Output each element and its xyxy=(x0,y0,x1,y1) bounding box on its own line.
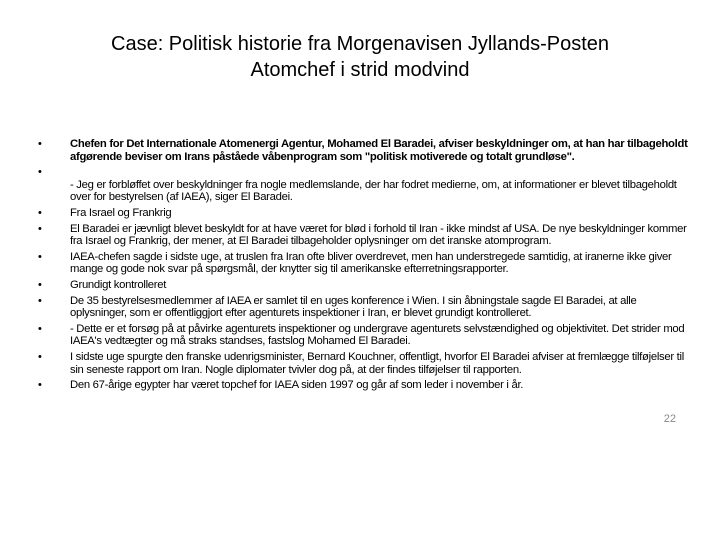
list-item-text: El Baradei er jævnligt blevet beskyldt for at have været for blød i forhold til Iran - ikke mindst af USA. De nye beskyldninger kommer fra Israel og Frankrig, der mener, at El Baradei tilbageholder oplysninger om det iranske atomprogram. xyxy=(70,222,687,248)
bullet-icon: • xyxy=(38,322,42,335)
list-item xyxy=(38,279,690,292)
page-number: 22 xyxy=(663,412,676,425)
slide-footer xyxy=(0,395,720,437)
bullet-icon: • xyxy=(38,350,42,363)
list-item xyxy=(38,251,690,276)
bullet-icon: • xyxy=(38,206,42,219)
list-item xyxy=(38,223,690,248)
list-item-text: I sidste uge spurgte den franske udenrigsminister, Bernard Kouchner, offentligt, hvorfor El Baradei afviser at fremlægge tilføjelser til sin seneste rapport om Iran. Nogle diplomater tvivler dog på, at der findes tilføjelser til rapporten. xyxy=(70,350,684,376)
bullet-icon: • xyxy=(38,138,42,150)
list-item-text: - Dette er et forsøg på at påvirke agenturets inspektioner og undergrave agenturets selvstændighed og objektivitet. Det strider mod IAEA's vedtægter og må straks standses, fastslog Mohamed El Baradei. xyxy=(70,322,685,348)
list-item-text: Chefen for Det Internationale Atomenergi Agentur, Mohamed El Baradei, afviser beskyldninger om, at han har tilbageholdt afgørende beviser om Irans påståede våbenprogram som "politisk motiverede og totalt grundløse". xyxy=(70,138,688,163)
list-item-text: IAEA-chefen sagde i sidste uge, at truslen fra Iran ofte bliver overdrevet, men han understregede samtidig, at iranerne ikke giver mange og gode nok svar på spørgsmål, der knytter sig til amerikanske efterretningsrapporter. xyxy=(70,250,672,276)
list-item-text: Fra Israel og Frankrig xyxy=(70,206,172,219)
bullet-list xyxy=(0,138,720,392)
list-item xyxy=(38,138,690,163)
bullet-icon: • xyxy=(38,379,42,392)
list-item xyxy=(38,207,690,220)
slide-title xyxy=(0,0,720,83)
list-item xyxy=(38,166,690,204)
bullet-icon: • xyxy=(38,294,42,307)
list-item xyxy=(38,323,690,348)
list-item xyxy=(38,295,690,320)
list-item-text: - Jeg er forbløffet over beskyldninger fra nogle medlemslande, der har fodret medierne, om, at informationer er blevet tilbageholdt over for bestyrelsen (af IAEA), siger El Baradei. xyxy=(70,178,677,204)
list-item xyxy=(38,379,690,392)
list-item-text: De 35 bestyrelsesmedlemmer af IAEA er samlet til en uges konference i Wien. I sin åbningstale sagde El Baradei, at alle oplysninger, som er offentliggjort efter agenturets inspektioner i Iran, er blevet grundigt kontrolleret. xyxy=(70,294,637,320)
slide-title-line-2: Atomchef i strid modvind xyxy=(250,59,470,81)
list-item-text: Den 67-årige egypter har været topchef for IAEA siden 1997 og går af som leder i november i år. xyxy=(70,379,524,392)
bullet-icon: • xyxy=(38,166,42,179)
list-item-text: Grundigt kontrolleret xyxy=(70,278,167,291)
bullet-icon: • xyxy=(38,278,42,291)
bullet-icon: • xyxy=(38,250,42,263)
bullet-icon: • xyxy=(38,222,42,235)
slide-title-line-1: Case: Politisk historie fra Morgenavisen Jyllands-Posten xyxy=(111,33,609,55)
list-item xyxy=(38,351,690,376)
